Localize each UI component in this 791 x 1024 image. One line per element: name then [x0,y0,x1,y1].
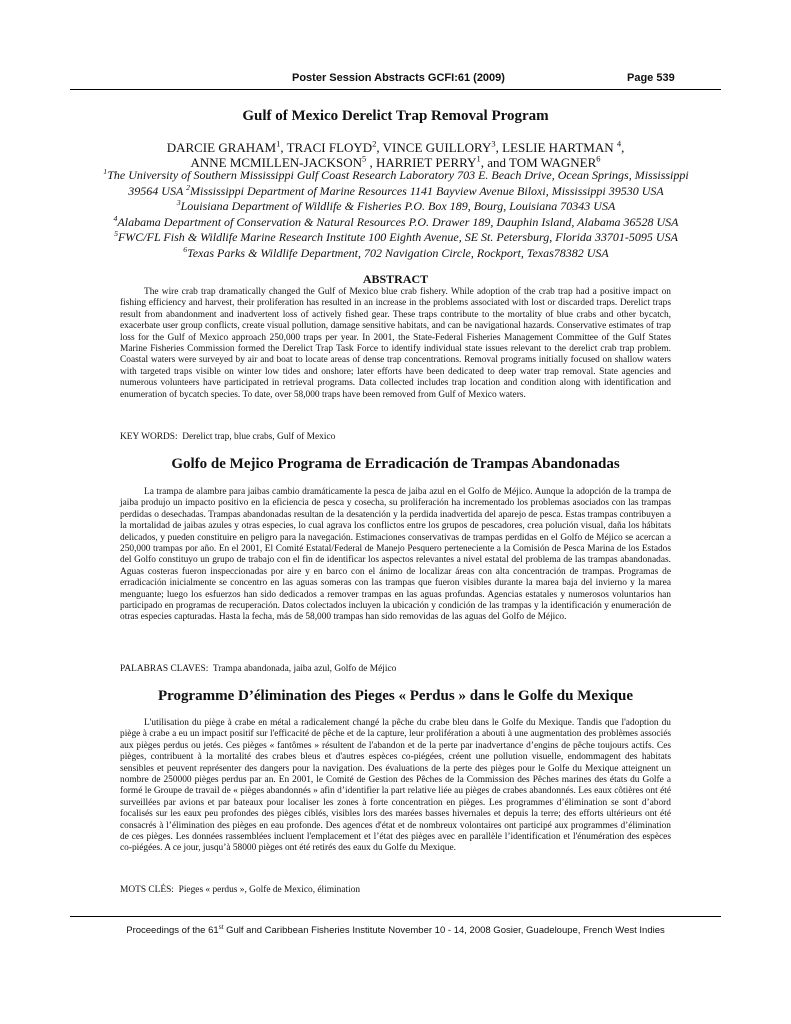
keywords-label: KEY WORDS: [120,432,178,442]
keywords-text: Trampa abandonada, jaiba azul, Golfo de Méjico [212,664,397,674]
affiliation: The University of Southern Mississippi Gulf Coast Research Laboratory 703 E. Beach Drive, Ocean Springs, Mississippi 39564 USA [107,168,689,198]
author-separator: , [366,155,376,170]
footer-text: Proceedings of the 61 [126,925,219,936]
keywords-text: Derelict trap, blue crabs, Gulf of Mexico [182,432,336,442]
author-separator: , [280,140,287,155]
author-affil-ref: 6 [596,153,601,164]
author-name: DARCIE GRAHAM [166,140,277,155]
author-list [70,140,721,170]
author-separator: , [495,140,503,155]
affiliation: Louisiana Department of Wildlife & Fisheries P.O. Box 189, Bourg, Louisiana 70343 USA [180,199,616,214]
author-affil-ref: 1 [476,153,481,164]
header-rule [70,89,721,90]
keywords-label: PALABRAS CLAVES: [120,664,209,674]
footer-text-rest: Gulf and Caribbean Fisheries Institute November 10 - 14, 2008 Gosier, Guadeloupe, French West Indies [223,925,665,936]
keywords-text: Pieges « perdus », Golfe de Mexico, élimination [178,885,361,895]
abstract-english: The wire crab trap dramatically changed the Gulf of Mexico blue crab fishery. While adoption of the crab trap had a positive impact on fishing efficiency and harvest, their proliferation has resulted in an increase in the problems associated with lost or discarded traps. Derelict traps result from abandonment and inadvertent loss of actively fished gear. These traps contribute to the mortality of blue crabs and other bycatch, exacerbate user group conflicts, create visual pollution, damage sensitive habitats, and can be navigational hazards. Conservative estimates of trap loss for the Gulf of Mexico approach 250,000 traps per year. In 2001, the State-Federal Fisheries Management Committee of the Gulf States Marine Fisheries Commission formed the Derelict Trap Task Force to identify individual state issues relevant to the derelict crab trap problem. Coastal waters were surveyed by air and boat to locate areas of dense trap concentrations. Removal programs initially focused on shallow waters with targeted traps visible on winter low tides and onshore; later efforts have been dedicated to deep water trap removal. State agencies and numerous volunteers have participated in retrieval programs. Data collected includes trap location and condition along with identification and enumeration of bycatch species. To date, over 58,000 traps have been removed from Gulf of Mexico waters. [120,287,671,400]
title-spanish: Golfo de Mejico Programa de Erradicación de Trampas Abandonadas [171,456,620,472]
author-name: TOM WAGNER [509,155,597,170]
affiliation: Mississippi Department of Marine Resources 1141 Bayview Avenue Biloxi, Mississippi 39530 USA [189,183,664,198]
author-name: TRACI FLOYD [286,140,373,155]
footer-ordinal: st [218,923,224,931]
author-name: HARRIET PERRY [375,155,477,170]
affil-marker: 4 [113,213,118,223]
author-name: LESLIE HARTMAN [502,140,617,155]
keywords-english [120,432,335,442]
affil-marker: 5 [114,229,118,239]
author-separator: , [376,140,383,155]
footer-rule [70,916,721,917]
running-head: Poster Session Abstracts GCFI:61 (2009) [292,72,505,84]
affil-marker: 3 [176,198,181,208]
abstract-heading: ABSTRACT [362,272,429,286]
author-name: ANNE MCMILLEN-JACKSON [190,155,362,170]
author-affil-ref: 2 [372,138,377,149]
affiliation: Alabama Department of Conservation & Natural Resources P.O. Drawer 189, Dauphin Island, Alabama 36528 USA [117,214,679,229]
affiliation: FWC/FL Fish & Wildlife Marine Research Institute 100 Eighth Avenue, SE St. Petersburg, Florida 33701-5095 USA [117,230,678,245]
abstract-french: L'utilisation du piège à crabe en métal a radicalement changé la pêche du crabe bleu dans le Golfe du Mexique. Tandis que l'adoption du piège à crabe a eu un impact positif sur l'efficacité de pêche et de la capture, leur prolifération a abouti à une augmentation des problèmes associés aux pièges perdus ou jetés. Ces pièges « fantômes » résultent de l'abandon et de la perte par inadvertance d’engins de pêche toujours actifs. Ces pièges, contribuent à la mortalité des crabes bleus et d'autres espèces co-piégées, créent une pollution visuelle, endommagent des habitats sensibles et peuvent représenter des dangers pour la navigation. Des évaluations de la perte des pièges pour le Golfe du Mexique atteignent un nombre de 250000 pièges perdus par an. En 2001, le Comité de Gestion des Pêches de la Commission des Pêches marines des états du Golfe a formé le Groupe de travail de « pièges abandonnés » afin d’identifier la part relative liée au pièges de crabes abandonnés. Les eaux côtières ont été surveillées par avions et par bateaux pour localiser les zones à forte concentration en pièges. Les programmes d’élimination se sont d’abord focalisés sur les eaux peu profondes des pièges ciblés, visibles lors des marées basses hivernales et depuis la terre; des efforts ultérieurs ont été consacrés à l’élimination des pièges en eau profonde. Des agences d'état et de nombreux volontaires ont participé aux programmes d’élimination de ces pièges. Les données rassemblées incluent l'emplacement et l’état des pièges avec en parallèle l’identification et l'énumération des espèces co-piégées. A ce jour, jusqu’à 58000 pièges ont été retirés des eaux du Golfe du Mexique. [120,718,671,854]
author-separator: , and [480,155,510,170]
author-affil-ref: 5 [362,153,367,164]
author-name: VINCE GUILLORY [382,140,492,155]
affil-marker: 1 [103,167,108,176]
keywords-spanish [120,664,396,674]
affil-marker: 6 [183,244,188,254]
title-french: Programme D’élimination des Pieges « Perdus » dans le Golfe du Mexique [157,688,634,704]
author-affil-ref: 3 [491,138,496,149]
author-affil-ref: 4 [616,138,622,149]
page-number: Page 539 [627,72,675,84]
affiliation-list [95,168,697,262]
author-affil-ref: 1 [276,138,281,149]
keywords-label: MOTS CLÉS: [120,885,174,895]
abstract-spanish: La trampa de alambre para jaibas cambio dramáticamente la pesca de jaiba azul en el Golfo de Méjico. Aunque la adopción de la trampa de jaiba produjo un impacto positivo en la eficiencia de pesca y cosecha, su proliferación ha incrementado los problemas asociados con las trampas perdidas o desechadas. Trampas abandonadas resultan de la desatención y la perdida inadvertida del aparejo de pesca. Estas trampas contribuyen a la mortalidad de jaibas azules y otras especies, lo cual agrava los conflictos entre los grupos de pescadores, crea polución visual, daña los hábitats delicados, y pueden constituire en peligro para la navegación. Estimaciones conservativas de trampas perdidas en el Golfo de Méjico se acercan a 250,000 trampas por año. En el 2001, El Comité Estatal/Federal de Manejo Pesquero perteneciente a la Comisión de Pesca Marina de los Estados del Golfo constituyo un grupo de trabajo con el fin de identificar los aspectos relevantes a nivel estatal del problema de las trampas abandonadas. Aguas costeras fueron inspeccionadas por aire y en barco con el ánimo de localizar áreas con alta concentración de trampas. Programas de erradicación inicialmente se concentro en las aguas someras con las trampas que fueron visibles durante la marea baja del invierno y la marea menguante; luego los esfuerzos han sido dedicados a remover trampas en las aguas profundas. Agencias estatales y numerosos voluntarios han participado en programas de recuperación. Datos colectados incluyen la ubicación y condición de las trampas y la identificación y enumeración de otras especies capturadas. Hasta la fecha, más de 58,000 trampas han sido removidas de las aguas del Golfo de Méjico. [120,487,671,623]
keywords-french [120,885,360,895]
footer-citation [70,925,721,936]
affil-marker: 2 [186,182,190,192]
affiliation: Texas Parks & Wildlife Department, 702 Navigation Circle, Rockport, Texas78382 USA [187,245,609,260]
title-english: Gulf of Mexico Derelict Trap Removal Program [242,108,549,124]
author-separator: , [621,140,625,155]
